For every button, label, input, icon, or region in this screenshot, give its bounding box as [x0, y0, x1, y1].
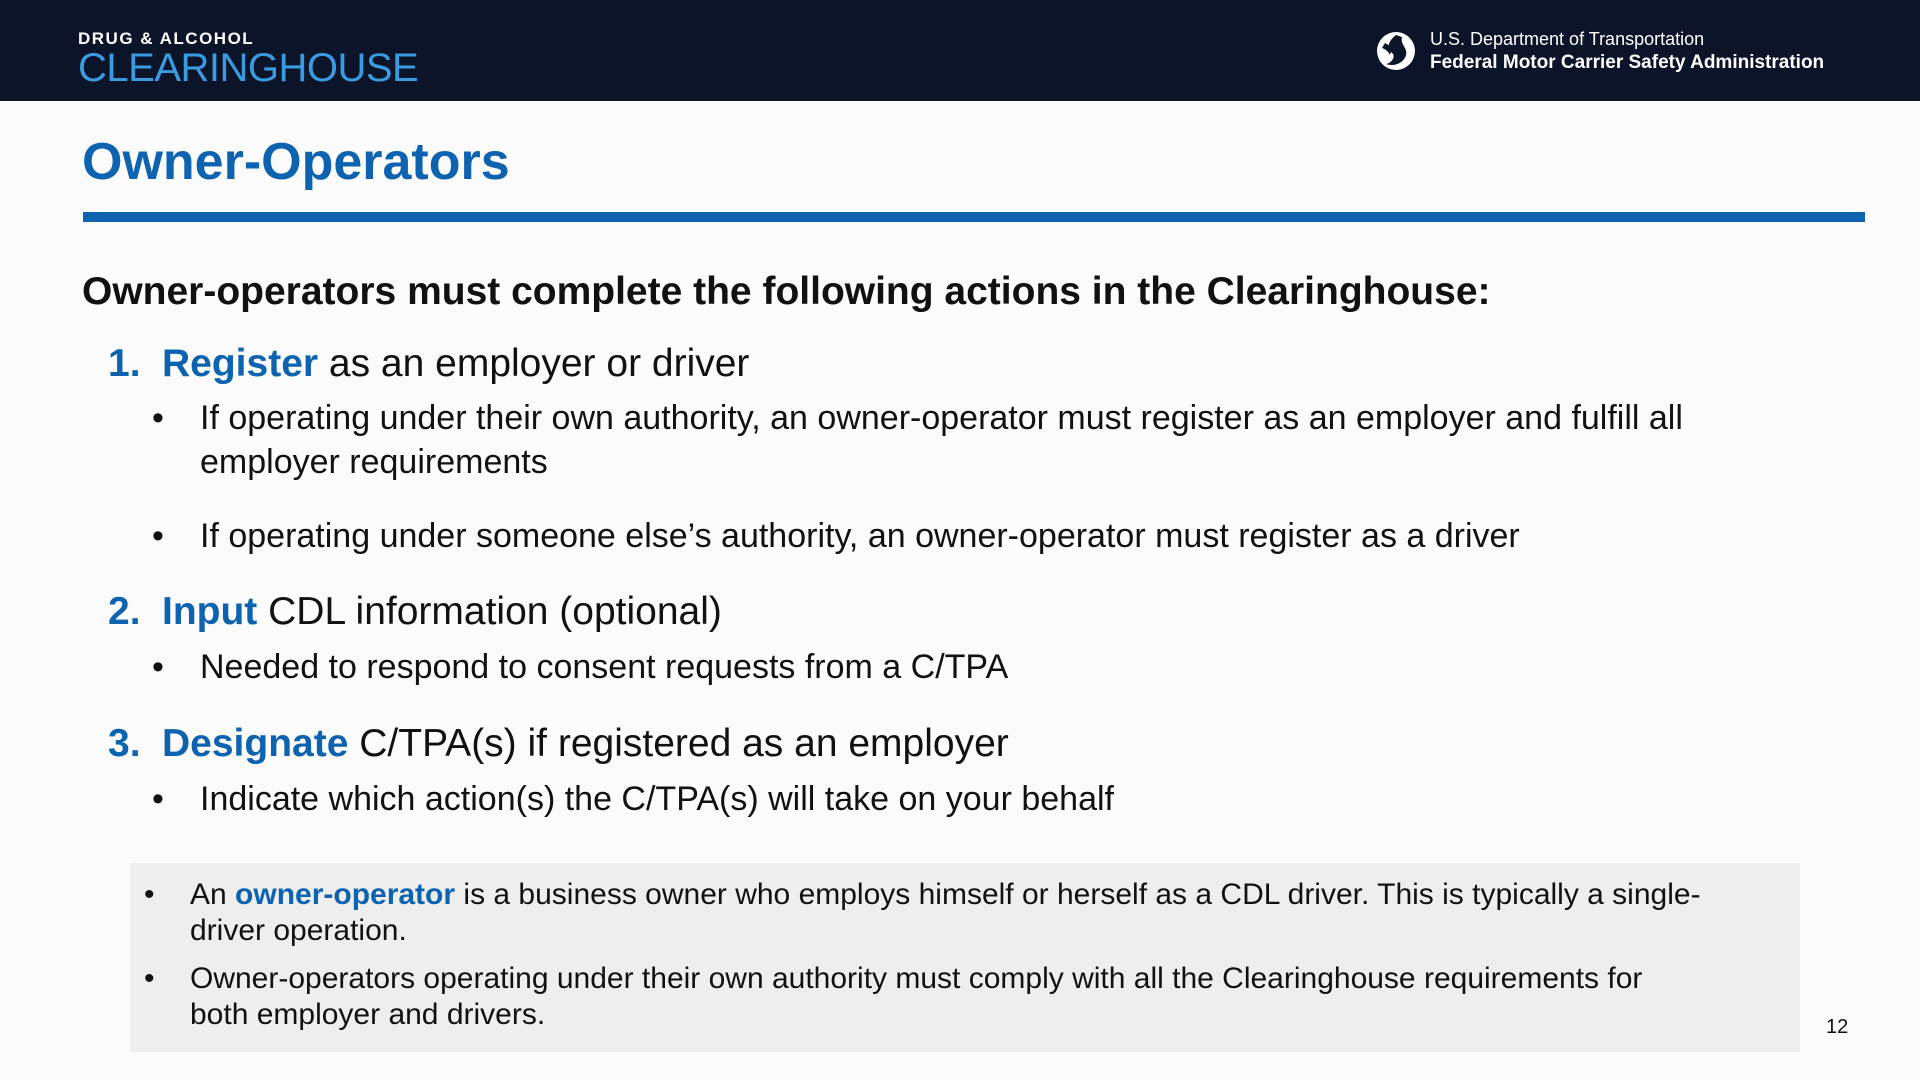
bullet-dot: • — [144, 878, 155, 911]
logo-main-text: CLEARINGHOUSE — [78, 46, 419, 90]
note-text-post: is a business owner who employs himself or herself as a CDL driver. This is typically a single-driver operation. — [190, 878, 1701, 947]
step-bullet — [152, 645, 1792, 689]
step-keyword: Designate — [162, 722, 349, 765]
step-text: CDL information (optional) — [257, 590, 722, 633]
step-bullet — [152, 777, 1792, 821]
step-text: C/TPA(s) if registered as an employer — [348, 722, 1009, 765]
bullet-dot: • — [144, 962, 155, 995]
step-bullet — [152, 514, 1792, 558]
agency-administration: Federal Motor Carrier Safety Administration — [1430, 52, 1825, 73]
note-bullet — [144, 877, 1704, 949]
bullet-dot: • — [152, 780, 164, 818]
step-designate — [108, 722, 1009, 766]
bullet-text: If operating under someone else’s authority, an owner-operator must register as a driver — [200, 517, 1520, 555]
step-keyword: Register — [162, 342, 319, 385]
owner-operator-term: owner-operator — [235, 878, 456, 911]
page-number: 12 — [1826, 1016, 1849, 1038]
clearinghouse-logo[interactable] — [78, 30, 418, 88]
agency-department: U.S. Department of Transportation — [1430, 29, 1705, 49]
dot-logo-icon — [1376, 31, 1416, 71]
step-register — [108, 342, 749, 386]
bullet-text: If operating under their own authority, an owner-operator must register as an employer and fulfill all employer requirements — [200, 399, 1683, 481]
page-title: Owner-Operators — [82, 133, 510, 191]
bullet-text: Needed to respond to consent requests from a C/TPA — [200, 648, 1009, 686]
note-text: Owner-operators operating under their own authority must comply with all the Clearinghouse requirements for both employer and drivers. — [190, 962, 1643, 1031]
note-text-pre: An — [190, 878, 236, 911]
definition-note-box — [130, 863, 1800, 1052]
title-divider — [83, 212, 1865, 222]
bullet-dot: • — [152, 399, 164, 437]
note-bullet — [144, 961, 1704, 1033]
step-number: 3. — [108, 722, 141, 765]
bullet-dot: • — [152, 517, 164, 555]
agency-logo[interactable] — [1376, 27, 1824, 75]
step-number: 1. — [108, 342, 141, 385]
bullet-dot: • — [152, 648, 164, 686]
step-text: as an employer or driver — [318, 342, 750, 385]
bullet-text: Indicate which action(s) the C/TPA(s) will take on your behalf — [200, 780, 1114, 818]
step-input — [108, 590, 722, 634]
header-bar — [0, 0, 1920, 101]
logo-top-text: DRUG & ALCOHOL — [78, 29, 255, 48]
lead-text: Owner-operators must complete the following actions in the Clearinghouse: — [82, 270, 1491, 313]
step-keyword: Input — [162, 590, 258, 633]
note-text — [190, 877, 1704, 949]
step-bullet — [152, 396, 1792, 484]
step-number: 2. — [108, 590, 141, 633]
